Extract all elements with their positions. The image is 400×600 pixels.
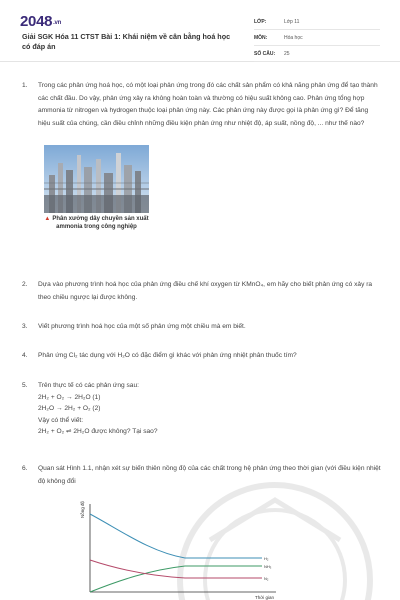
site-logo[interactable]: [20, 13, 61, 30]
meta-value: Hóa học: [284, 34, 303, 41]
curve-h2: [90, 514, 262, 558]
question-text: Dựa vào phương trình hoá học của phản ứng điều chế khí oxygen từ KMnO₄, em hãy cho biết phản ứng có xảy ra theo chiều ngược lại được không.: [38, 281, 373, 301]
question-text: Trong các phản ứng hoá học, có một loại phản ứng trong đó các chất sản phẩm có khả năng phản ứng để tạo thành các chất đầu. Do vậy, phản ứng xảy ra không hoàn toàn và thường có hiệu suất không cao. Phản ứng tổng hợp ammonia từ nitrogen và hydrogen thuộc loại phản ứng này. Các phản ứng này được gọi là phản ứng gì? Để tăng hiệu suất của chúng, cần điều chỉnh những điều kiện phản ứng như nhiệt độ, áp suất, nồng độ, ... như thế nào?: [38, 82, 378, 127]
curve-label: H₂: [264, 556, 269, 561]
curve-label: N₂: [264, 576, 269, 581]
meta-value: 25: [284, 50, 290, 57]
meta-key: LỚP:: [254, 18, 267, 25]
logo-text: 2048: [20, 13, 53, 30]
y-axis-label: Nồng độ: [80, 500, 85, 518]
question-number: 5.: [22, 382, 28, 389]
x-axis-label: Thời gian: [255, 595, 274, 600]
logo-suffix: .vn: [53, 20, 61, 26]
question-4: [22, 350, 382, 363]
question-2: [22, 279, 382, 304]
question-3: [22, 321, 382, 334]
question-number: 2.: [22, 281, 28, 288]
ammonia-plant-photo: [44, 145, 149, 213]
caption-text: Phân xưởng dây chuyền sản xuất ammonia trong công nghiệp: [52, 216, 149, 230]
curve-label: NH₃: [264, 564, 272, 569]
page-header: [0, 0, 400, 62]
question-line: 2H₂ + O₂ → 2H₂O (1): [38, 393, 101, 401]
question-text: Quan sát Hình 1.1, nhận xét sự biến thiên nồng độ của các chất trong hệ phản ứng theo thời gian (với điều kiện nhiệt độ không đổi: [38, 465, 381, 485]
meta-row-class: [254, 14, 380, 30]
question-number: 4.: [22, 352, 28, 359]
meta-row-count: [254, 46, 380, 62]
concentration-graph: [80, 500, 280, 600]
question-line: Vậy có thể viết:: [38, 416, 84, 424]
meta-row-subject: [254, 30, 380, 46]
question-number: 6.: [22, 465, 28, 472]
figure-caption: [44, 215, 149, 231]
question-line: 2H₂O → 2H₂ + O₂ (2): [38, 405, 101, 412]
document-title: Giải SGK Hóa 11 CTST Bài 1: Khái niệm về cân bằng hoá học có đáp án: [22, 32, 231, 51]
meta-key: MÔN:: [254, 34, 268, 41]
question-text: Viết phương trình hoá học của một số phản ứng một chiều mà em biết.: [38, 323, 246, 330]
question-text: [38, 380, 382, 438]
question-5: [22, 380, 382, 438]
question-1: [22, 80, 382, 130]
meta-key: SỐ CÂU:: [254, 50, 276, 57]
curve-n2: [90, 560, 262, 578]
question-text: Phản ứng Cl₂ tác dụng với H₂O có đặc điểm gì khác với phản ứng nhiệt phân thuốc tím?: [38, 352, 297, 359]
question-line: 2H₂ + O₂ ⇌ 2H₂O được không? Tại sao?: [38, 428, 158, 435]
meta-table: [254, 14, 380, 62]
question-line: Trên thực tế có các phản ứng sau:: [38, 382, 139, 389]
meta-value: Lớp 11: [284, 18, 300, 25]
caption-triangle-icon: ▲: [44, 216, 51, 222]
curve-nh3: [90, 566, 262, 592]
question-number: 3.: [22, 323, 28, 330]
question-number: 1.: [22, 82, 28, 89]
